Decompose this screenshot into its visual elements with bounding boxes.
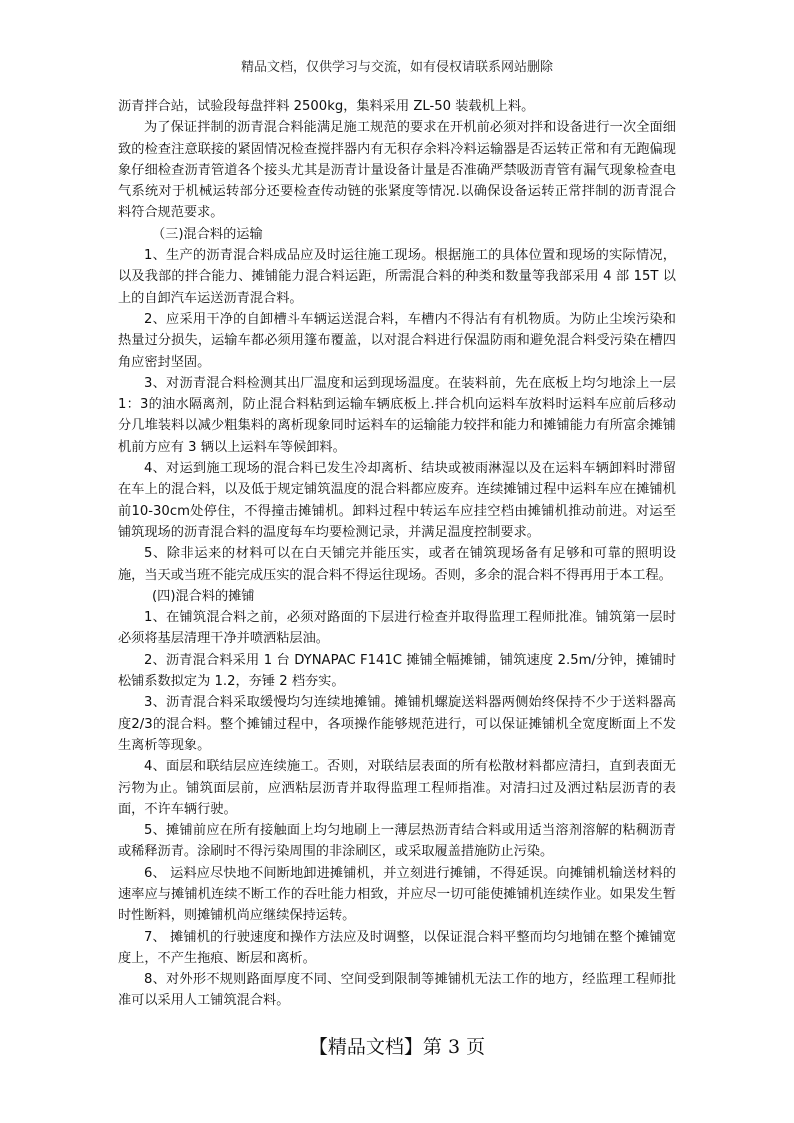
section-heading: （三)混合料的运输	[152, 226, 263, 242]
paragraph: 5、摊铺前应在所有接触面上均匀地刷上一薄层热沥青结合料或用适当溶剂溶解的粘稠沥青或稀释沥青。涂刷时不得污染周围的非涂刷区，或采取履盖措施防止污染。	[118, 823, 676, 860]
paragraph: 4、对运到施工现场的混合料已发生冷却离析、结块或被雨淋湿以及在运料车辆卸料时滞留在车上的混合料，以及低于规定铺筑温度的混合料都应废弃。连续摊铺过程中运料车应在摊铺机前10-30cm处停住，不得撞击摊铺机。卸料过程中转运车应挂空档由摊铺机推动前进。对运至铺筑现场的沥青混合料的温度每车均要检测记录，并满足温度控制要求。	[118, 461, 676, 540]
paragraph: 7、 摊铺机的行驶速度和操作方法应及时调整，以保证混合料平整而均匀地铺在整个摊铺宽度上，不产生拖痕、断层和离析。	[118, 929, 676, 966]
paragraph: 1、在铺筑混合料之前，必须对路面的下层进行检查并取得监理工程师批准。铺筑第一层时必须将基层清理干净并喷洒粘层油。	[118, 610, 676, 647]
paragraph: 5、除非运来的材料可以在白天铺完并能压实，或者在铺筑现场备有足够和可靠的照明设施，当天或当班不能完成压实的混合料不得运往现场。否则，多余的混合料不得再用于本工程。	[118, 546, 676, 583]
paragraph: 为了保证拌制的沥青混合料能满足施工规范的要求在开机前必须对拌和设备进行一次全面细致的检查注意联接的紧固情况检查搅拌器内有无积存余料冷料运输器是否运转正常和有无跑偏现象仔细检查沥青管道各个接头尤其是沥青计量设备计量是否准确严禁吸沥青管有漏气现象检查电气系统对于机械运转部分还要检查传动链的张紧度等情况.以确保设备运转正常拌制的沥青混合料符合规范要求。	[118, 120, 676, 221]
paragraph: 2、应采用干净的自卸槽斗车辆运送混合料，车槽内不得沾有有机物质。为防止尘埃污染和热量过分损失，运输车都必须用篷布覆盖，以对混合料进行保温防雨和避免混合料受污染在槽四角应密封坚固。	[118, 311, 676, 370]
paragraph: 2、沥青混合料采用 1 台 DYNAPAC F141C 摊铺全幅摊铺，铺筑速度 2.5m/分钟，摊铺时松铺系数拟定为 1.2，夯锤 2 档夯实。	[118, 652, 676, 690]
paragraph: 6、 运料应尽快地不间断地卸进摊铺机，并立刻进行摊铺，不得延误。向摊铺机输送材料的速率应与摊铺机连续不断工作的吞吐能力相致，并应尽一切可能使摊铺机连续作业。如果发生暂时性断料，则摊铺机尚应继续保持运转。	[118, 865, 676, 924]
page-header: 精品文档，仅供学习与交流，如有侵权请联系网站删除	[240, 60, 553, 75]
document-body	[118, 96, 676, 1012]
page-footer: 【精品文档】第 3 页	[308, 1036, 486, 1058]
section-heading: (四)混合料的摊铺	[152, 588, 255, 604]
paragraph: 4、面层和联结层应连续施工。否则，对联结层表面的所有松散材料都应清扫，直到表面无污物为止。铺筑面层前，应洒粘层沥青并取得监理工程师指准。对清扫过及洒过粘层沥青的表面，不许车辆行驶。	[118, 759, 676, 817]
paragraph: 3、沥青混合料采取缓慢均匀连续地摊铺。摊铺机螺旋送料器两侧始终保持不少于送料器高度2/3的混合料。整个摊铺过程中，各项操作能够规范进行，可以保证摊铺机全宽度断面上不发生离析等现象。	[118, 695, 676, 753]
paragraph: 3、对沥青混合料检测其出厂温度和运到现场温度。在装料前，先在底板上均匀地涂上一层1：3的油水隔离剂，防止混合料粘到运输车辆底板上.拌合机向运料车放料时运料车应前后移动分几堆装料以减少粗集料的离析现象同时运料车的运输能力较拌和能力和摊铺能力有所富余摊铺机前方应有 3 辆以上运料车等候卸料。	[118, 375, 676, 455]
paragraph: 沥青拌合站，试验段每盘拌料 2500kg，集料采用 ZL-50 装载机上料。	[118, 99, 535, 114]
paragraph: 8、对外形不规则路面厚度不同、空间受到限制等摊铺机无法工作的地方，经监理工程师批准可以采用人工铺筑混合料。	[118, 972, 676, 1009]
paragraph: 1、生产的沥青混合料成品应及时运往施工现场。根据施工的具体位置和现场的实际情况，以及我部的拌合能力、摊铺能力混合料运距，所需混合料的种类和数量等我部采用 4 部 15T 以上的自卸汽车运送沥青混合料。	[118, 248, 676, 306]
